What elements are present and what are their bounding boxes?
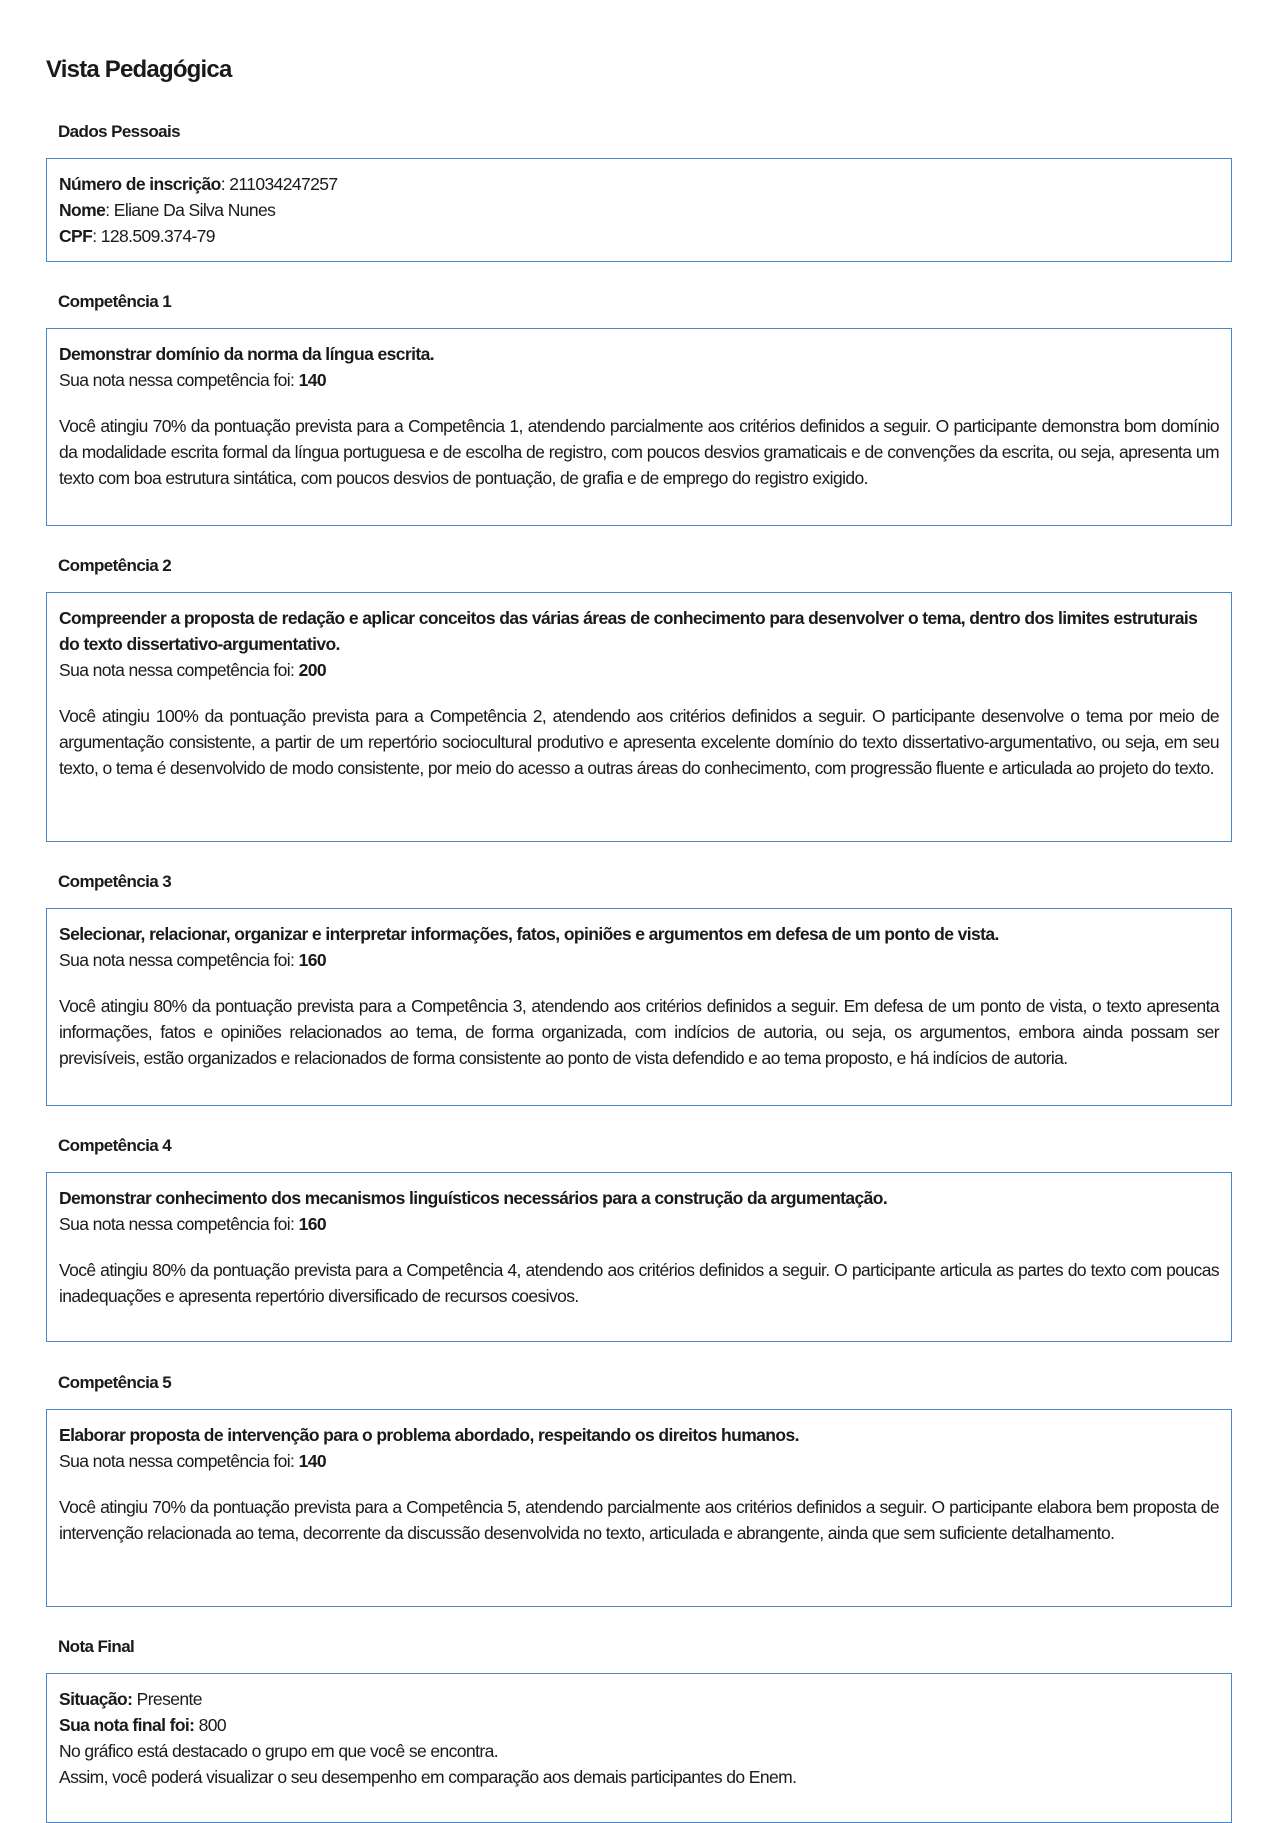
competencia-5-score: 140 [298,1451,326,1471]
competencia-1-score: 140 [298,370,326,390]
cpf-label: CPF [59,226,93,246]
competencia-1-score-line [59,367,1219,393]
competencia-1-score-prefix: Sua nota nessa competência foi: [59,370,299,390]
section-label-nota-final: Nota Final [58,1637,135,1656]
competencia-2-score-prefix: Sua nota nessa competência foi: [59,660,299,680]
section-label-competencia-1: Competência 1 [58,292,172,311]
competencia-2-score: 200 [298,660,326,680]
competencia-4-box [46,1172,1232,1342]
competencia-3-score: 160 [298,950,326,970]
competencia-4-score: 160 [298,1214,326,1234]
inscricao-value: : 211034247257 [220,174,338,194]
section-label-dados-pessoais: Dados Pessoais [58,122,180,141]
dados-pessoais-box [46,158,1232,262]
competencia-2-description: Você atingiu 100% da pontuação prevista para a Competência 2, atendendo aos critérios definidos a seguir. O participante desenvolve o tema por meio de argumentação consistente, a partir de um repertório sociocultural produtivo e apresenta excelente domínio do texto dissertativo-argumentativo, ou seja, em seu texto, o tema é desenvolvido de modo consistente, por meio do acesso a outras áreas do conhecimento, com progressão fluente e articulada ao projeto do texto. [59,706,1219,778]
competencia-1-heading: Demonstrar domínio da norma da língua escrita. [59,344,434,364]
competencia-1-box [46,328,1232,526]
nota-final-label: Sua nota final foi: [59,1715,195,1735]
cpf-line [59,223,1219,249]
competencia-2-box [46,592,1232,842]
section-label-competencia-4: Competência 4 [58,1136,172,1155]
grafico-info-line: No gráfico está destacado o grupo em que você se encontra. [59,1741,498,1761]
inscricao-label: Número de inscrição [59,174,221,194]
section-label-competencia-2: Competência 2 [58,556,172,575]
competencia-4-score-line [59,1211,1219,1237]
competencia-5-description: Você atingiu 70% da pontuação prevista para a Competência 5, atendendo parcialmente aos critérios definidos a seguir. O participante elabora bem proposta de intervenção relacionada ao tema, decorrente da discussão desenvolvida no texto, articulada e abrangente, ainda que sem suficiente detalhamento. [59,1497,1219,1543]
nome-line [59,197,1219,223]
competencia-4-description: Você atingiu 80% da pontuação prevista para a Competência 4, atendendo aos critérios definidos a seguir. O participante articula as partes do texto com poucas inadequações e apresenta repertório diversificado de recursos coesivos. [59,1260,1219,1306]
competencia-1-description: Você atingiu 70% da pontuação prevista para a Competência 1, atendendo parcialmente aos critérios definidos a seguir. O participante demonstra bom domínio da modalidade escrita formal da língua portuguesa e de escolha de registro, com poucos desvios gramaticais e de convenções da escrita, ou seja, apresenta um texto com boa estrutura sintática, com poucos desvios de pontuação, de grafia e de emprego do registro exigido. [59,416,1219,488]
competencia-3-description: Você atingiu 80% da pontuação prevista para a Competência 3, atendendo aos critérios definidos a seguir. Em defesa de um ponto de vista, o texto apresenta informações, fatos e opiniões relacionados ao tema, de forma organizada, com indícios de autoria, ou seja, os argumentos, embora ainda possam ser previsíveis, estão organizados e relacionados de forma consistente ao ponto de vista defendido e ao tema proposto, e há indícios de autoria. [59,996,1219,1068]
page-title: Vista Pedagógica [46,56,232,83]
situacao-label: Situação: [59,1689,133,1709]
competencia-4-score-prefix: Sua nota nessa competência foi: [59,1214,299,1234]
nota-final-line [59,1712,1219,1738]
competencia-3-score-line [59,947,1219,973]
cpf-value: : 128.509.374-79 [92,226,215,246]
competencia-4-heading: Demonstrar conhecimento dos mecanismos linguísticos necessários para a construção da argumentação. [59,1188,888,1208]
nota-final-value: 800 [194,1715,227,1735]
inscricao-line [59,171,1219,197]
desempenho-info-line: Assim, você poderá visualizar o seu desempenho em comparação aos demais participantes do Enem. [59,1767,797,1787]
situacao-line [59,1686,1219,1712]
competencia-5-score-line [59,1448,1219,1474]
competencia-3-box [46,908,1232,1106]
competencia-3-heading: Selecionar, relacionar, organizar e interpretar informações, fatos, opiniões e argumentos em defesa de um ponto de vista. [59,924,999,944]
competencia-5-heading: Elaborar proposta de intervenção para o problema abordado, respeitando os direitos humanos. [59,1425,799,1445]
competencia-2-score-line [59,657,1219,683]
nome-value: : Eliane Da Silva Nunes [105,200,276,220]
competencia-3-score-prefix: Sua nota nessa competência foi: [59,950,299,970]
nome-label: Nome [59,200,106,220]
situacao-value: Presente [132,1689,202,1709]
section-label-competencia-3: Competência 3 [58,872,172,891]
competencia-5-box [46,1409,1232,1607]
nota-final-box [46,1673,1232,1823]
section-label-competencia-5: Competência 5 [58,1373,172,1392]
competencia-5-score-prefix: Sua nota nessa competência foi: [59,1451,299,1471]
competencia-2-heading: Compreender a proposta de redação e aplicar conceitos das várias áreas de conhecimento para desenvolver o tema, dentro dos limites estruturais do texto dissertativo-argumentativo. [59,608,1198,654]
